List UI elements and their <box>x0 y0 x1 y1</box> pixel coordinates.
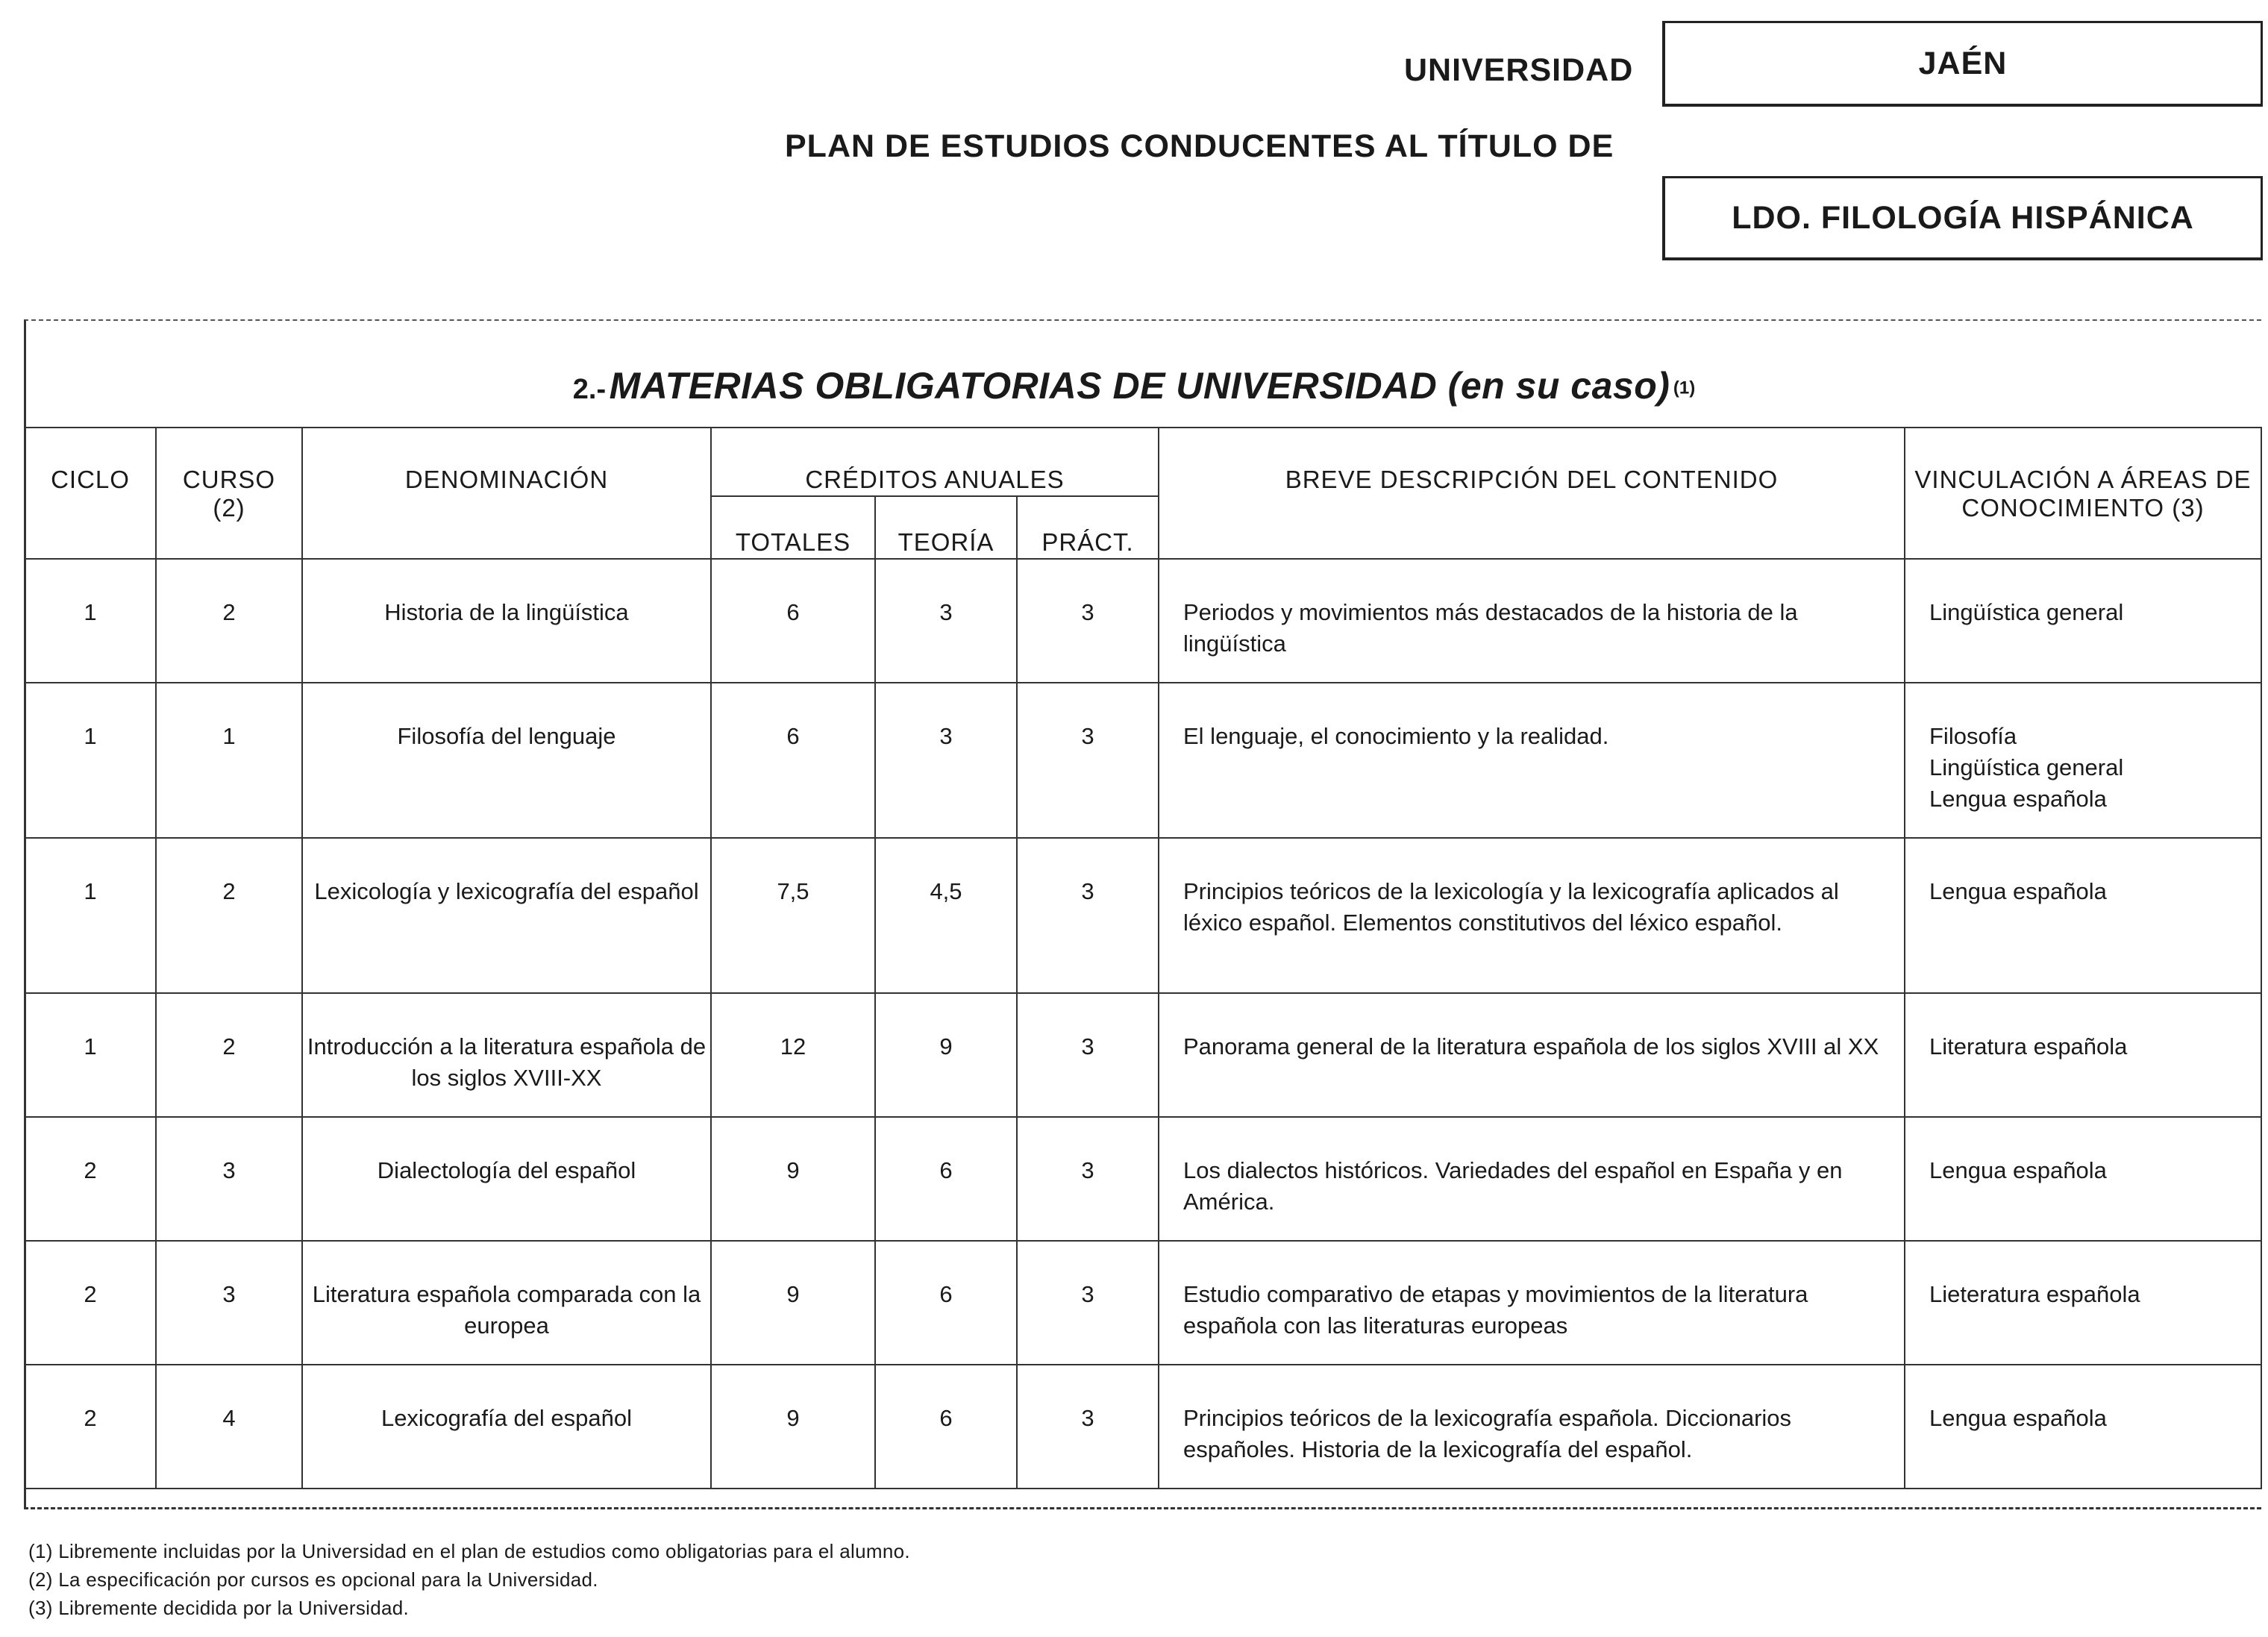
cell-denominacion: Dialectología del español <box>302 1117 711 1241</box>
cell-descripcion: El lenguaje, el conocimiento y la realidad. <box>1159 683 1905 838</box>
col-header-denominacion: DENOMINACIÓN <box>302 428 711 559</box>
col-header-totales: TOTALES <box>711 496 875 559</box>
cell-areas: Lingüística general <box>1905 559 2261 683</box>
cell-practicas: 3 <box>1017 838 1159 993</box>
cell-areas: Lengua española <box>1905 1365 2261 1489</box>
table-row <box>25 1117 2261 1241</box>
col-header-ciclo: CICLO <box>25 428 156 559</box>
cell-descripcion: Principios teóricos de la lexicografía española. Diccionarios españoles. Historia de la lexicografía del español. <box>1159 1365 1905 1489</box>
col-header-curso <box>156 428 302 559</box>
cell-ciclo: 1 <box>25 683 156 838</box>
cell-totales: 9 <box>711 1241 875 1365</box>
table-row <box>25 683 2261 838</box>
col-header-vinculacion: VINCULACIÓN A ÁREAS DE CONOCIMIENTO (3) <box>1905 428 2261 559</box>
cell-totales: 6 <box>711 559 875 683</box>
table-row <box>25 1241 2261 1365</box>
cell-practicas: 3 <box>1017 683 1159 838</box>
col-header-descripcion: BREVE DESCRIPCIÓN DEL CONTENIDO <box>1159 428 1905 559</box>
cell-practicas: 3 <box>1017 559 1159 683</box>
cell-teoria: 9 <box>875 993 1017 1117</box>
cell-descripcion: Panorama general de la literatura española de los siglos XVIII al XX <box>1159 993 1905 1117</box>
cell-ciclo: 2 <box>25 1365 156 1489</box>
cell-denominacion: Literatura española comparada con la europea <box>302 1241 711 1365</box>
cell-denominacion: Lexicología y lexicografía del español <box>302 838 711 993</box>
cell-teoria: 6 <box>875 1365 1017 1489</box>
col-header-creditos: CRÉDITOS ANUALES <box>711 428 1159 496</box>
cell-descripcion: Los dialectos históricos. Variedades del español en España y en América. <box>1159 1117 1905 1241</box>
titulo-value-box: LDO. FILOLOGÍA HISPÁNICA <box>1662 176 2263 260</box>
cell-teoria: 3 <box>875 559 1017 683</box>
section-title-text: MATERIAS OBLIGATORIAS DE UNIVERSIDAD (en su caso) <box>609 365 1670 407</box>
cell-totales: 6 <box>711 683 875 838</box>
cell-ciclo: 2 <box>25 1241 156 1365</box>
cell-ciclo: 2 <box>25 1117 156 1241</box>
cell-ciclo: 1 <box>25 838 156 993</box>
table-row <box>25 993 2261 1117</box>
cell-areas: Literatura española <box>1905 993 2261 1117</box>
footnote-3: (3) Libremente decidida por la Universidad. <box>28 1597 410 1619</box>
cell-areas: Lengua española <box>1905 838 2261 993</box>
cell-practicas: 3 <box>1017 1365 1159 1489</box>
table-row <box>25 1365 2261 1489</box>
cell-curso: 4 <box>156 1365 302 1489</box>
cell-ciclo: 1 <box>25 559 156 683</box>
universidad-value-box: JAÉN <box>1662 21 2263 107</box>
cell-teoria: 6 <box>875 1117 1017 1241</box>
col-header-practicas: PRÁCT. <box>1017 496 1159 559</box>
cell-totales: 9 <box>711 1117 875 1241</box>
cell-curso: 3 <box>156 1117 302 1241</box>
cell-practicas: 3 <box>1017 993 1159 1117</box>
col-header-teoria: TEORÍA <box>875 496 1017 559</box>
cell-areas: Filosofía Lingüística general Lengua española <box>1905 683 2261 838</box>
cell-areas: Lieteratura española <box>1905 1241 2261 1365</box>
section-number: 2.- <box>572 374 607 405</box>
cell-descripcion: Periodos y movimientos más destacados de la historia de la lingüística <box>1159 559 1905 683</box>
cell-teoria: 6 <box>875 1241 1017 1365</box>
cell-curso: 2 <box>156 993 302 1117</box>
cell-areas: Lengua española <box>1905 1117 2261 1241</box>
cell-curso: 2 <box>156 559 302 683</box>
cell-practicas: 3 <box>1017 1117 1159 1241</box>
cell-curso: 1 <box>156 683 302 838</box>
cell-curso: 2 <box>156 838 302 993</box>
cell-denominacion: Historia de la lingüística <box>302 559 711 683</box>
cell-practicas: 3 <box>1017 1241 1159 1365</box>
col-header-curso-note: (2) <box>213 494 245 522</box>
footnote-2: (2) La especificación por cursos es opcional para la Universidad. <box>28 1568 598 1591</box>
section-title-note: (1) <box>1673 378 1696 398</box>
cell-totales: 12 <box>711 993 875 1117</box>
plan-label: PLAN DE ESTUDIOS CONDUCENTES AL TÍTULO DE <box>785 128 1614 164</box>
cell-teoria: 4,5 <box>875 838 1017 993</box>
universidad-label: UNIVERSIDAD <box>1404 52 1634 88</box>
cell-denominacion: Introducción a la literatura española de los siglos XVIII-XX <box>302 993 711 1117</box>
cell-descripcion: Principios teóricos de la lexicología y la lexicografía aplicados al léxico español. Elementos constitutivos del léxico español. <box>1159 838 1905 993</box>
cell-descripcion: Estudio comparativo de etapas y movimientos de la literatura española con las literaturas europeas <box>1159 1241 1905 1365</box>
cell-denominacion: Lexicografía del español <box>302 1365 711 1489</box>
cell-teoria: 3 <box>875 683 1017 838</box>
section-title <box>0 364 2268 407</box>
table-row <box>25 559 2261 683</box>
footnote-1: (1) Libremente incluidas por la Universidad en el plan de estudios como obligatorias para el alumno. <box>28 1540 910 1562</box>
cell-curso: 3 <box>156 1241 302 1365</box>
materias-table <box>24 427 2262 1489</box>
cell-denominacion: Filosofía del lenguaje <box>302 683 711 838</box>
cell-totales: 9 <box>711 1365 875 1489</box>
cell-totales: 7,5 <box>711 838 875 993</box>
table-row <box>25 838 2261 993</box>
cell-ciclo: 1 <box>25 993 156 1117</box>
col-header-curso-label: CURSO <box>182 466 276 493</box>
